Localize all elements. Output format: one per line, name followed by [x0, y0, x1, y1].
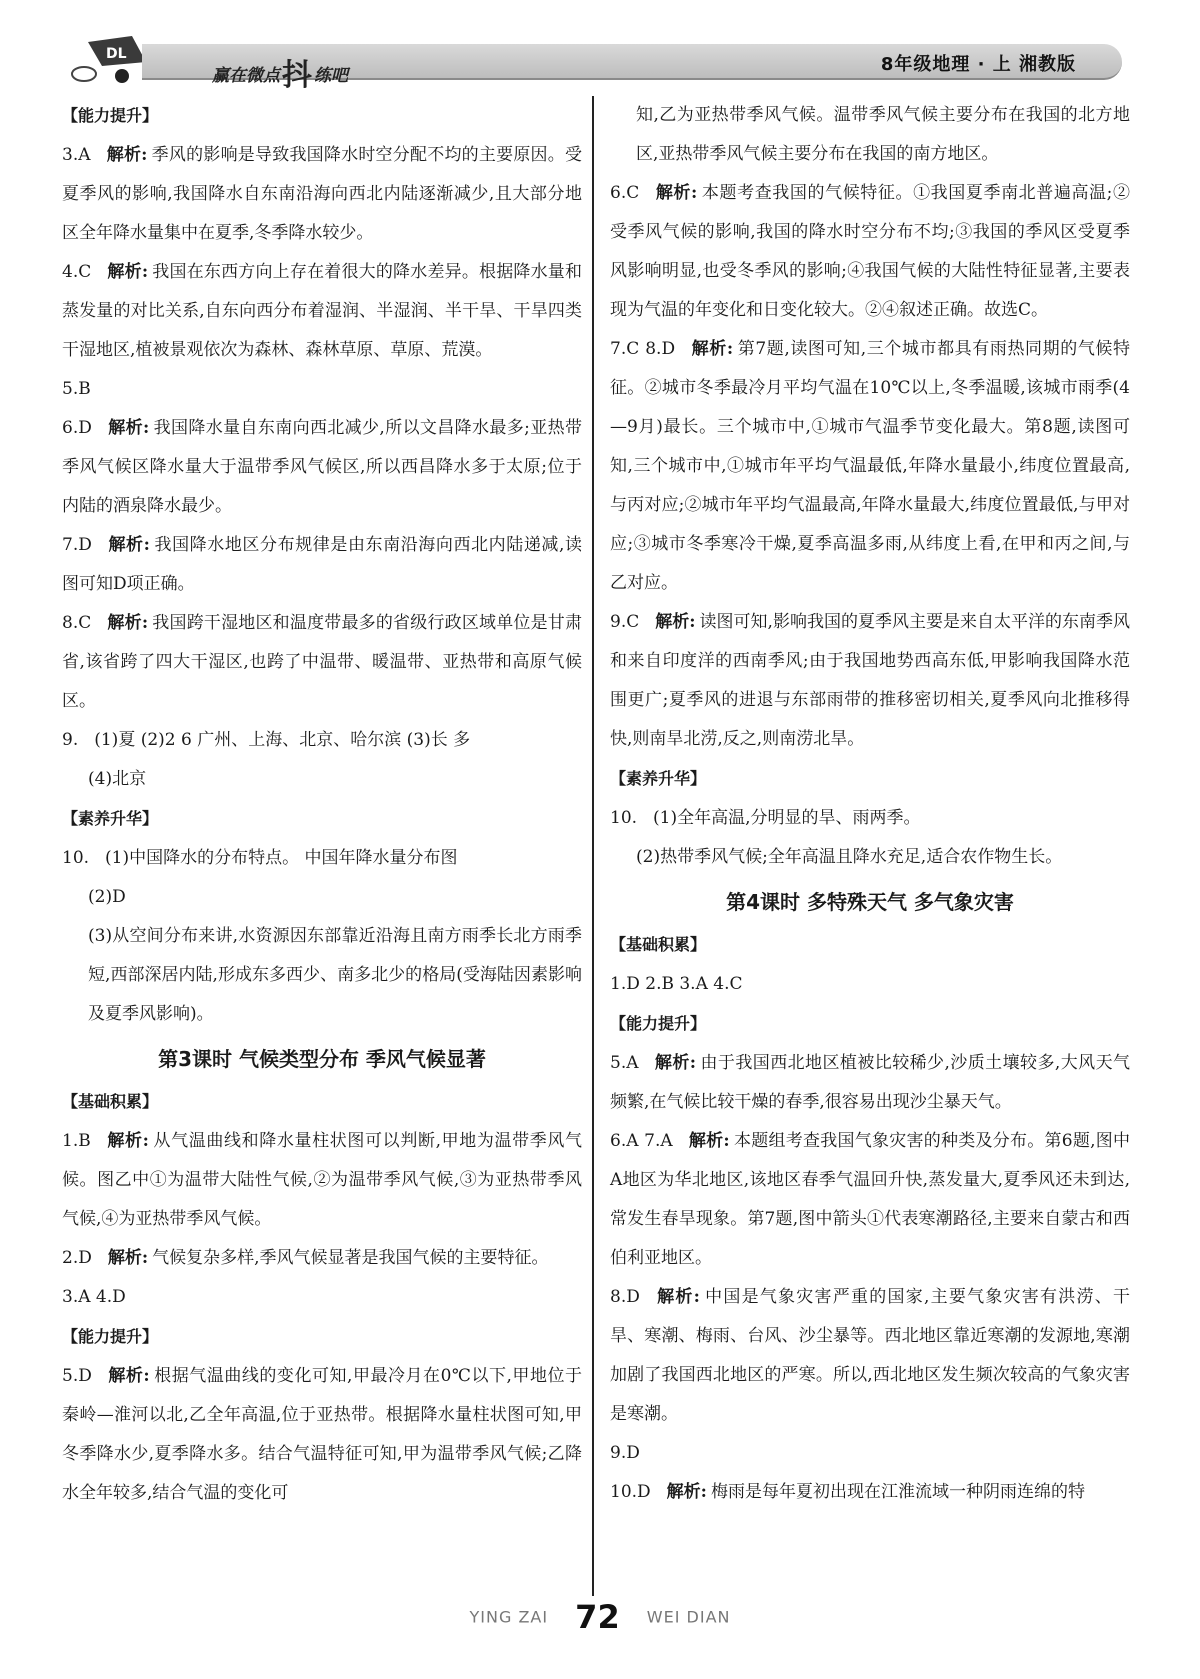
answer-text: 根据气温曲线的变化可知,甲最冷月在0℃以下,甲地位于秦岭—淮河以北,乙全年高温,位于亚热带。根据降水量柱状图可知,甲冬季降水少,夏季降水多。结合气温特征可知,甲为温带季风气候;乙降水全年较多,结合气温的变化可 [62, 1366, 583, 1503]
answer-item [62, 721, 582, 760]
grade-label: 8年级地理 · 上 湘教版 [880, 54, 1076, 75]
answer-item [610, 799, 1130, 838]
analysis-label: 解析: [106, 1131, 149, 1151]
section-heading: 【能力提升】 [610, 1014, 707, 1033]
answer-text: (1)全年高温,分明显的旱、雨两季。 [653, 808, 921, 828]
answer-continuation: (3)从空间分布来讲,水资源因东部靠近沿海且南方雨季长北方雨季短,西部深居内陆,形成东多西少、南多北少的格局(受海陆因素影响及夏季风影响)。 [88, 926, 582, 1024]
answer-text: 本题考查我国的气候特征。①我国夏季南北普遍高温;②受季风气候的影响,我国的降水时空分布不均;③我国的季风区受夏季风影响明显,也受冬季风的影响;④我国气候的大陆性特征显著,主要表现为气温的年变化和日变化较大。②④叙述正确。故选C。 [610, 183, 1130, 320]
answer-text: 由于我国西北地区植被比较稀少,沙质土壤较多,大风天气频繁,在气候比较干燥的春季,很容易出现沙尘暴天气。 [610, 1053, 1130, 1112]
left-column [62, 96, 582, 1513]
analysis-label: 解析: [691, 339, 734, 359]
answer-text: 我国降水量自东南向西北减少,所以文昌降水最多;亚热带季风气候区降水量大于温带季风气候区,所以西昌降水多于太原;位于内陆的酒泉降水最少。 [62, 418, 582, 516]
answer-item [62, 604, 582, 721]
answer-text: 第7题,读图可知,三个城市都具有雨热同期的气候特征。②城市冬季最冷月平均气温在10℃以上,冬季温暖,该城市雨季(4—9月)最长。三个城市中,①城市气温季节变化最大。第8题,读图可知,三个城市中,①城市年平均气温最低,年降水量最小,纬度位置最高,与丙对应;②城市年平均气温最高,年降水量最大,纬度位置最低,与甲对应;③城市冬季寒冷干燥,夏季高温多雨,从纬度上看,在甲和丙之间,与乙对应。 [610, 339, 1130, 593]
answer-item [610, 174, 1130, 330]
answer-number: 6.A 7.A [610, 1131, 673, 1151]
analysis-label: 解析: [655, 1287, 700, 1307]
series-title: 赢在微点抖 练吧 [212, 58, 348, 93]
answer-item [610, 965, 1130, 1004]
section-heading: 【基础积累】 [610, 935, 707, 954]
answer-text: (1)夏 (2)2 6 广州、上海、北京、哈尔滨 (3)长 多 [94, 730, 471, 750]
answer-number: 8.D [610, 1287, 640, 1307]
page-header [62, 32, 1122, 93]
answer-number: 6.C [610, 183, 640, 203]
answer-item [62, 253, 582, 370]
answer-item [610, 1122, 1130, 1278]
lesson-title: 第4课时 多特殊天气 多气象灾害 [726, 890, 1014, 914]
answer-number: 5.B [62, 379, 91, 399]
answer-number: 10. [610, 808, 638, 828]
page-number: 72 [575, 1598, 620, 1636]
analysis-label: 解析: [654, 1053, 697, 1073]
answer-text: 季风的影响是导致我国降水时空分配不均的主要原因。受夏季风的影响,我国降水自东南沿海向西北内陆逐渐减少,且大部分地区全年降水量集中在夏季,冬季降水较少。 [62, 145, 583, 243]
answer-text: 气候复杂多样,季风气候显著是我国气候的主要特征。 [152, 1248, 549, 1268]
answer-text: 中国是气象灾害严重的国家,主要气象灾害有洪涝、干旱、寒潮、梅雨、台风、沙尘暴等。西北地区靠近寒潮的发源地,寒潮加剧了我国西北地区的严寒。所以,西北地区发生频次较高的气象灾害是寒潮。 [610, 1287, 1130, 1424]
answer-number: 9.C [610, 612, 640, 632]
column-divider [592, 96, 594, 1596]
analysis-label: 解析: [688, 1131, 730, 1151]
answer-item [62, 1278, 582, 1317]
answer-number: 6.D [62, 418, 92, 438]
analysis-label: 解析: [655, 612, 696, 632]
answer-number: 2.D [62, 1248, 92, 1268]
answer-item [610, 1473, 1130, 1512]
section-heading: 【素养升华】 [610, 769, 707, 788]
answer-item [62, 1122, 582, 1239]
answer-item [62, 839, 582, 878]
answer-number: 5.D [62, 1366, 92, 1386]
analysis-label: 解析: [107, 535, 150, 555]
answer-text: 梅雨是每年夏初出现在江淮流域一种阴雨连绵的特 [710, 1482, 1085, 1502]
answer-number: 3.A 4.D [62, 1287, 126, 1307]
answer-item [62, 526, 582, 604]
answer-text: 我国跨干湿地区和温度带最多的省级行政区域单位是甘肃省,该省跨了四大干湿区,也跨了中温带、暖温带、亚热带和高原气候区。 [62, 613, 583, 711]
analysis-label: 解析: [107, 418, 150, 438]
analysis-label: 解析: [106, 145, 148, 165]
answer-number: 3.A [62, 145, 91, 165]
section-heading: 【素养升华】 [62, 809, 159, 828]
answer-number: 5.A [610, 1053, 639, 1073]
analysis-label: 解析: [107, 262, 149, 282]
answer-continuation: (2)热带季风气候;全年高温且降水充足,适合农作物生长。 [636, 847, 1063, 867]
answer-item [62, 370, 582, 409]
section-heading: 【基础积累】 [62, 1092, 159, 1111]
section-heading: 【能力提升】 [62, 106, 159, 125]
answer-item [610, 1434, 1130, 1473]
footer-left: YING ZAI [469, 1607, 549, 1627]
answer-number: 7.C 8.D [610, 339, 676, 359]
answer-text: (1)中国降水的分布特点。 中国年降水量分布图 [105, 848, 458, 868]
answer-item [610, 1278, 1130, 1434]
answer-number: 8.C [62, 613, 92, 633]
answer-number: 10. [62, 848, 90, 868]
answer-item [610, 330, 1130, 603]
analysis-label: 解析: [107, 613, 149, 633]
footer-right: WEI DIAN [646, 1607, 731, 1627]
answer-item [610, 1044, 1130, 1122]
answer-text: 我国在东西方向上存在着很大的降水差异。根据降水量和蒸发量的对比关系,自东向西分布着湿润、半湿润、半干旱、干旱四类干湿地区,植被景观依次为森林、森林草原、草原、荒漠。 [62, 262, 583, 360]
answer-continuation: (4)北京 [88, 769, 147, 789]
answer-text: 从气温曲线和降水量柱状图可以判断,甲地为温带季风气候。图乙中①为温带大陆性气候,②为温带季风气候,③为亚热带季风气候,④为亚热带季风气候。 [62, 1131, 583, 1229]
answer-continuation: 知,乙为亚热带季风气候。温带季风气候主要分布在我国的北方地区,亚热带季风气候主要分布在我国的南方地区。 [636, 105, 1130, 164]
answer-number: 4.C [62, 262, 92, 282]
answer-item [62, 1357, 582, 1513]
svg-text:DL: DL [106, 46, 127, 62]
answer-text: 读图可知,影响我国的夏季风主要是来自太平洋的东南季风和来自印度洋的西南季风;由于我国地势西高东低,甲影响我国降水范围更广;夏季风的进退与东部雨带的推移密切相关,夏季风向北推移得快,则南旱北涝,反之,则南涝北旱。 [610, 612, 1131, 749]
answer-item [62, 136, 582, 253]
answer-text: 本题组考查我国气象灾害的种类及分布。第6题,图中A地区为华北地区,该地区春季气温回升快,蒸发量大,夏季风还未到达,常发生春旱现象。第7题,图中箭头①代表寒潮路径,主要来自蒙古和西伯利亚地区。 [610, 1131, 1131, 1268]
answer-number: 1.B [62, 1131, 91, 1151]
answer-text: 我国降水地区分布规律是由东南沿海向西北内陆递减,读图可知D项正确。 [62, 535, 582, 594]
answer-item [62, 1239, 582, 1278]
answer-number: 9. [62, 730, 79, 750]
answer-continuation: (2)D [88, 887, 126, 907]
answer-item [610, 603, 1130, 759]
answer-number: 10.D [610, 1482, 651, 1502]
answer-number: 1.D 2.B 3.A 4.C [610, 974, 743, 994]
analysis-label: 解析: [655, 183, 698, 203]
answer-item [62, 409, 582, 526]
page-footer [0, 1598, 1200, 1638]
analysis-label: 解析: [107, 1248, 149, 1268]
answer-number: 9.D [610, 1443, 640, 1463]
lesson-title: 第3课时 气候类型分布 季风气候显著 [158, 1047, 486, 1071]
right-column [610, 96, 1130, 1512]
analysis-label: 解析: [666, 1482, 707, 1502]
analysis-label: 解析: [107, 1366, 150, 1386]
answer-number: 7.D [62, 535, 92, 555]
section-heading: 【能力提升】 [62, 1327, 159, 1346]
